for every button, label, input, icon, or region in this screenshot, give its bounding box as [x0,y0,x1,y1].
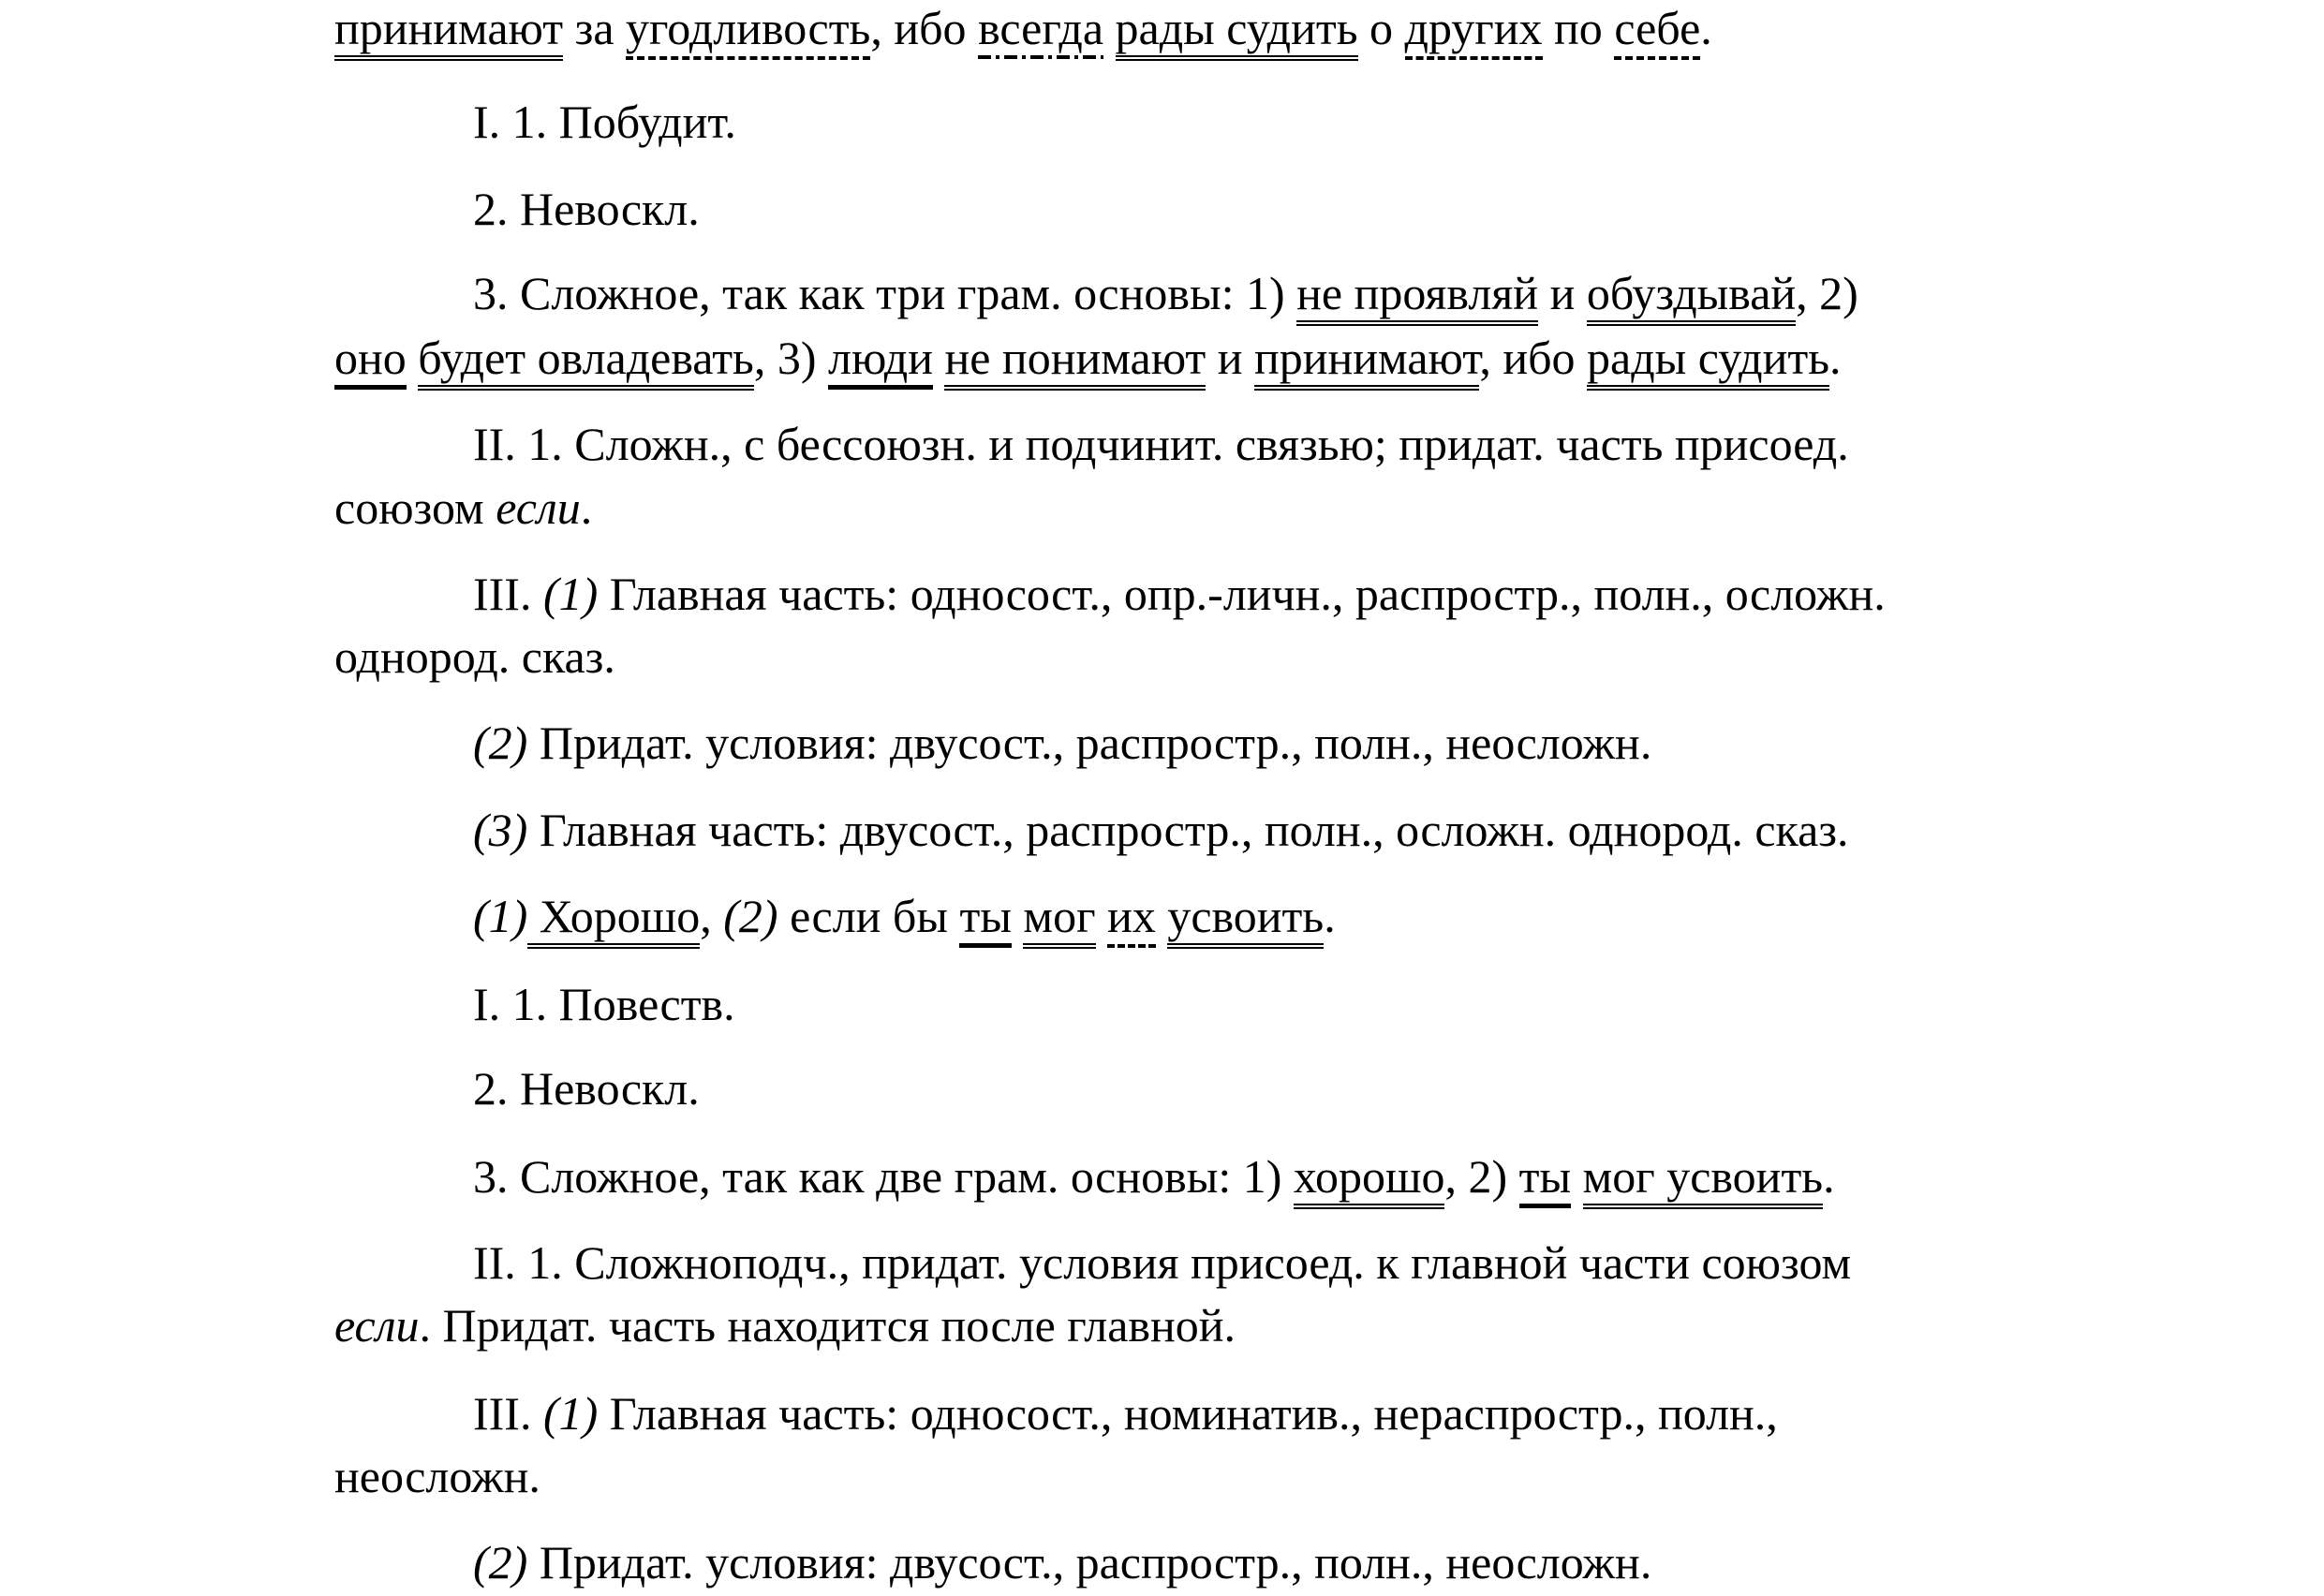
predicate-underlined-word: принимают [1254,332,1479,391]
text-segment: . [1829,332,1842,384]
italic-text: (2) [473,1536,528,1589]
subject-underlined-word: люди [828,332,933,390]
text-segment [1571,1150,1583,1203]
subject-underlined-word: оно [334,332,407,390]
text-segment: Главная часть: односост., номинатив., нераспростр., полн., [598,1387,1778,1440]
text-segment: 2. Невоскл. [473,183,700,235]
text-line [473,265,1858,321]
adverbial-underlined-word: всегда [978,2,1103,59]
text-segment [407,332,419,384]
predicate-underlined-word: рады судить [1116,2,1358,61]
text-line [473,976,735,1032]
italic-text: (1) [473,890,528,942]
text-line [473,181,700,237]
text-segment: . [1700,2,1712,54]
text-segment: Главная часть: двусост., распростр., полн., осложн. однород. сказ. [527,804,1849,856]
predicate-underlined-word: не проявляй [1296,267,1538,326]
text-segment: III. [473,568,543,620]
text-line [334,1297,1236,1353]
object-underlined-word: себе [1614,2,1700,60]
text-segment: и [1206,332,1255,384]
text-segment: , 2) [1444,1150,1519,1203]
subject-underlined-word: ты [1519,1150,1571,1208]
text-segment: , ибо [870,2,979,54]
text-segment: по [1542,2,1615,54]
text-segment: , ибо [1479,332,1588,384]
text-segment: I. 1. Побудит. [473,96,736,148]
text-segment [1096,890,1108,942]
text-segment: о [1357,2,1405,54]
text-segment: , 2) [1796,267,1858,319]
predicate-underlined-word: хорошо [1294,1150,1445,1209]
text-segment: Придат. условия: двусост., распростр., полн., неосложн. [527,1536,1652,1589]
object-underlined-word: угодливость [626,2,870,60]
text-segment [1103,2,1116,54]
text-line [473,566,1886,622]
text-segment: Придат. условия: двусост., распростр., полн., неосложн. [527,717,1652,769]
italic-text: (2) [723,890,778,942]
text-segment: II. 1. Сложноподч., придат. условия присоед. к главной части союзом [473,1236,1852,1289]
text-segment: 2. Невоскл. [473,1062,700,1115]
text-line [473,94,736,150]
text-segment: . [580,481,593,534]
text-line [473,1234,1851,1291]
text-segment: и [1538,267,1587,319]
italic-text: если [496,481,581,534]
text-segment: 3. Сложное, так как три грам. основы: 1) [473,267,1297,319]
text-segment: если бы [777,890,960,942]
text-line [473,416,1849,472]
object-underlined-word: их [1107,890,1156,948]
text-line [473,1060,700,1116]
italic-text: (1) [542,568,599,620]
text-segment: союзом [334,481,496,534]
subject-underlined-word: ты [959,890,1011,948]
text-line [334,0,1712,56]
italic-text: (3) [473,804,528,856]
text-segment: . [1823,1150,1835,1203]
text-segment: . Придат. часть находится после главной. [419,1299,1236,1352]
italic-text: (2) [473,717,528,769]
predicate-underlined-word: мог [1023,890,1095,949]
text-segment: , 3) [753,332,829,384]
text-line [334,480,592,536]
text-segment: за [563,2,627,54]
italic-text: если [334,1299,420,1352]
text-segment: однород. сказ. [334,630,615,683]
predicate-underlined-word: Хорошо [527,890,700,949]
text-line [473,1385,1778,1441]
predicate-underlined-word: будет овладевать [418,332,754,391]
text-segment [1156,890,1168,942]
text-segment [933,332,945,384]
predicate-underlined-word: рады судить [1587,332,1829,391]
predicate-underlined-word: усвоить [1167,890,1324,949]
text-segment: неосложн. [334,1450,540,1502]
text-segment: . [1324,890,1336,942]
text-segment: , [700,890,724,942]
predicate-underlined-word: мог усвоить [1583,1150,1824,1209]
text-line [473,715,1651,771]
predicate-underlined-word: не понимают [944,332,1206,391]
predicate-underlined-word: принимают [334,2,563,61]
text-segment: I. 1. Повеств. [473,978,735,1030]
object-underlined-word: других [1405,2,1543,60]
text-segment: Главная часть: односост., опр.-личн., распростр., полн., осложн. [598,568,1886,620]
italic-text: (1) [542,1387,599,1440]
text-line [334,1448,540,1504]
text-segment [1012,890,1024,942]
text-line [334,330,1842,386]
predicate-underlined-word: обуздывай [1587,267,1796,326]
text-segment: II. 1. Сложн., с бессоюзн. и подчинит. связью; придат. часть присоед. [473,418,1849,470]
text-segment: III. [473,1387,543,1440]
text-line [473,1534,1651,1590]
text-line [334,628,615,685]
text-segment: 3. Сложное, так как две грам. основы: 1) [473,1150,1294,1203]
text-line [473,802,1849,858]
text-line [473,1148,1835,1204]
text-line [473,888,1336,944]
